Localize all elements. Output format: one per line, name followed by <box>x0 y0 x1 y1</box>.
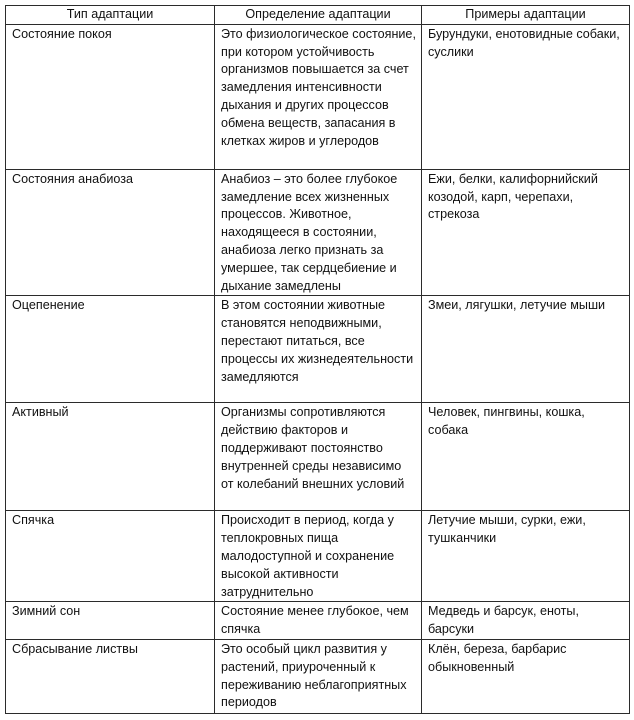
cell-examples: Медведь и барсук, еноты, барсуки <box>422 602 630 640</box>
cell-type: Оцепенение <box>6 296 215 403</box>
header-definition: Определение адаптации <box>215 6 422 25</box>
table-row <box>6 403 630 511</box>
adaptation-table <box>5 5 630 714</box>
table-row <box>6 24 630 169</box>
table-row <box>6 169 630 296</box>
cell-definition: Анабиоз – это более глубокое замедление всех жизненных процессов. Животное, находящееся в состоянии, анабиоза легко признать за умершее, так сердцебиение и дыхание замедлены <box>215 169 422 296</box>
table-row <box>6 639 630 713</box>
cell-examples: Клён, береза, барбарис обыкновенный <box>422 639 630 713</box>
cell-definition: Состояние менее глубокое, чем спячка <box>215 602 422 640</box>
cell-type: Активный <box>6 403 215 511</box>
cell-type: Состояния анабиоза <box>6 169 215 296</box>
cell-definition: Организмы сопротивляются действию факторов и поддерживают постоянство внутренней среды независимо от колебаний внешних условий <box>215 403 422 511</box>
cell-examples: Летучие мыши, сурки, ежи, тушканчики <box>422 511 630 602</box>
cell-examples: Ежи, белки, калифорнийский козодой, карп, черепахи, стрекоза <box>422 169 630 296</box>
cell-type: Зимний сон <box>6 602 215 640</box>
table-row <box>6 602 630 640</box>
header-row <box>6 6 630 25</box>
table-row <box>6 296 630 403</box>
cell-definition: Это физиологическое состояние, при котором устойчивость организмов повышается за счет замедления интенсивности дыхания и других процессов обмена веществ, запасания в клетках жиров и углеродов <box>215 24 422 169</box>
header-type: Тип адаптации <box>6 6 215 25</box>
cell-definition: В этом состоянии животные становятся неподвижными, перестают питаться, все процессы их жизнедеятельности замедляются <box>215 296 422 403</box>
header-examples: Примеры адаптации <box>422 6 630 25</box>
cell-definition: Это особый цикл развития у растений, приуроченный к переживанию неблагоприятных периодов <box>215 639 422 713</box>
table-row <box>6 511 630 602</box>
cell-examples: Змеи, лягушки, летучие мыши <box>422 296 630 403</box>
cell-type: Сбрасывание листвы <box>6 639 215 713</box>
cell-definition: Происходит в период, когда у теплокровных пища малодоступной и сохранение высокой активности затруднительно <box>215 511 422 602</box>
cell-type: Состояние покоя <box>6 24 215 169</box>
cell-examples: Человек, пингвины, кошка, собака <box>422 403 630 511</box>
cell-examples: Бурундуки, енотовидные собаки, суслики <box>422 24 630 169</box>
cell-type: Спячка <box>6 511 215 602</box>
